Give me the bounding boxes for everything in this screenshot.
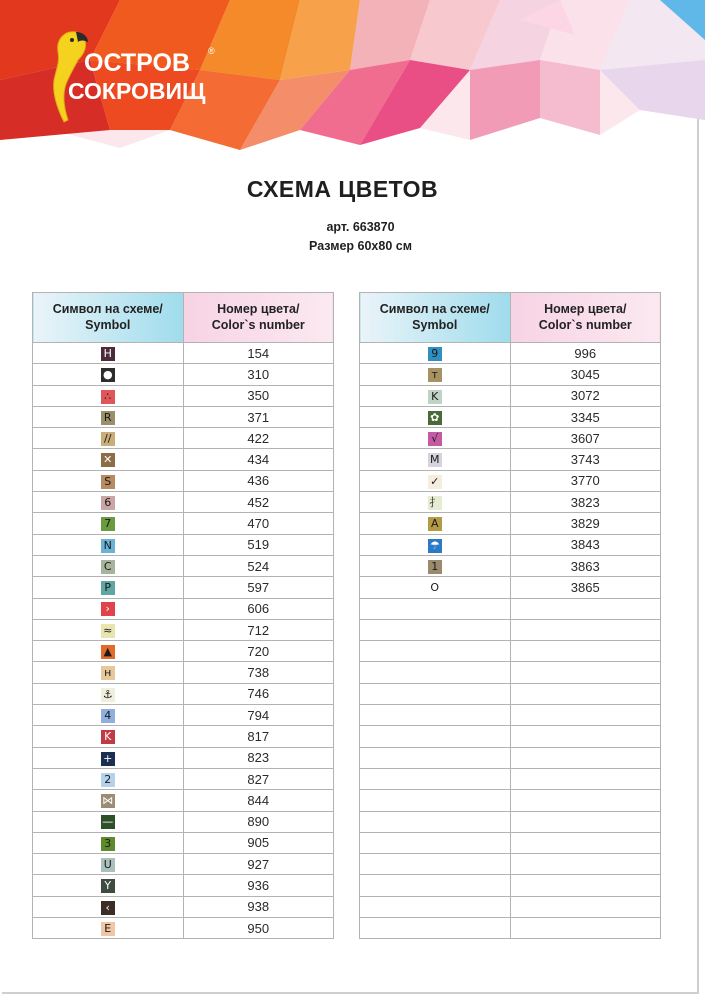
color-number-cell [510, 726, 661, 747]
table-row [360, 747, 661, 768]
table-row [360, 683, 661, 704]
color-number: 3865 [570, 579, 600, 595]
table-row [33, 598, 334, 619]
symbol-cell [360, 726, 511, 747]
color-number-cell [510, 747, 661, 768]
page-title: СХЕМА ЦВЕТОВ [246, 176, 439, 202]
color-number-cell [183, 555, 334, 576]
color-number: 950 [247, 920, 270, 936]
symbol-cell [33, 811, 184, 832]
table-row [360, 406, 661, 427]
header-number-ru: Номер цвета/ [544, 301, 627, 316]
color-number: 597 [247, 579, 270, 595]
color-number-cell [183, 470, 334, 491]
table-row [360, 832, 661, 853]
color-number-cell [510, 896, 661, 917]
symbol-cell [360, 364, 511, 385]
table-row [360, 726, 661, 747]
table-row [33, 662, 334, 683]
table-row [360, 449, 661, 470]
symbol-cell [33, 555, 184, 576]
table-row [33, 705, 334, 726]
symbol-swatch: ⺘ [429, 496, 441, 509]
header-symbol [33, 293, 184, 343]
symbol-cell [360, 534, 511, 555]
symbol-cell [360, 492, 511, 513]
color-number-cell [183, 385, 334, 406]
color-number-cell [510, 406, 661, 427]
color-number: 844 [247, 792, 270, 808]
color-number: 3823 [570, 494, 600, 510]
symbol-cell [33, 492, 184, 513]
color-number: 350 [247, 388, 270, 404]
table-row [33, 747, 334, 768]
color-number-cell [183, 747, 334, 768]
color-number-cell [183, 726, 334, 747]
color-number-cell [510, 385, 661, 406]
color-number-cell [183, 534, 334, 555]
header-number-en: Color`s number [211, 317, 305, 332]
symbol-swatch: ∴ [101, 390, 115, 404]
color-number: 3045 [570, 366, 600, 382]
color-number: 712 [247, 622, 270, 638]
symbol-cell [360, 428, 511, 449]
symbol-swatch: 4 [101, 709, 115, 723]
symbol-swatch: N [101, 539, 115, 553]
header-banner [0, 0, 705, 150]
symbol-cell [33, 854, 184, 875]
symbol-cell [33, 449, 184, 470]
symbol-swatch: K [101, 730, 115, 744]
symbol-swatch: O [430, 581, 440, 595]
table-row [33, 406, 334, 427]
symbol-cell [360, 641, 511, 662]
symbol-cell [33, 343, 184, 364]
table-row [360, 598, 661, 619]
color-number: 154 [247, 345, 270, 361]
symbol-cell [33, 662, 184, 683]
symbol-swatch: A [428, 517, 442, 531]
header-number [183, 293, 334, 343]
symbol-cell [360, 768, 511, 789]
symbol-swatch: › [101, 602, 115, 616]
header-symbol-en: Symbol [85, 317, 131, 332]
color-number: 3770 [570, 473, 600, 489]
table-row [360, 875, 661, 896]
color-table-left [32, 292, 334, 939]
color-number: 3607 [570, 430, 600, 446]
color-number: 720 [247, 643, 270, 659]
symbol-swatch: т [428, 368, 442, 382]
table-row [33, 385, 334, 406]
table-row [33, 343, 334, 364]
symbol-swatch: U [101, 858, 115, 872]
color-number: 938 [247, 899, 270, 915]
table-row [33, 513, 334, 534]
symbol-cell [33, 747, 184, 768]
article-number: арт. 663870 [326, 220, 395, 234]
symbol-cell [33, 768, 184, 789]
color-number: 738 [247, 665, 270, 681]
table-row [360, 555, 661, 576]
symbol-cell [360, 875, 511, 896]
symbol-swatch: ⚓ [101, 688, 115, 702]
table-row [360, 768, 661, 789]
symbol-cell [33, 683, 184, 704]
color-number-cell [510, 875, 661, 896]
table-row [360, 428, 661, 449]
symbol-cell [360, 619, 511, 640]
brand-logo [46, 24, 226, 134]
symbol-cell [360, 513, 511, 534]
table-row [33, 896, 334, 917]
color-number: 371 [247, 409, 270, 425]
color-number: 746 [247, 686, 270, 702]
symbol-cell [360, 811, 511, 832]
color-number-cell [510, 854, 661, 875]
color-number-cell [183, 875, 334, 896]
table-row [360, 662, 661, 683]
symbol-cell [33, 726, 184, 747]
symbol-cell [33, 875, 184, 896]
color-number: 470 [247, 516, 270, 532]
symbol-cell [33, 406, 184, 427]
symbol-swatch: ● [101, 368, 115, 382]
color-number: 936 [247, 878, 270, 894]
symbol-swatch: P [101, 581, 115, 595]
table-row [33, 449, 334, 470]
color-number: 434 [247, 452, 270, 468]
table-row [360, 513, 661, 534]
color-number: 524 [247, 558, 270, 574]
table-row [360, 641, 661, 662]
color-number: 817 [247, 728, 270, 744]
color-number-cell [510, 428, 661, 449]
table-row [33, 428, 334, 449]
color-number: 436 [247, 473, 270, 489]
table-row [360, 918, 661, 939]
symbol-cell [33, 534, 184, 555]
table-row [360, 492, 661, 513]
table-row [33, 555, 334, 576]
symbol-swatch: 3 [101, 837, 115, 851]
color-number-cell [510, 492, 661, 513]
color-number: 3072 [570, 388, 600, 404]
color-number-cell [183, 896, 334, 917]
color-number-cell [183, 768, 334, 789]
color-number-cell [510, 577, 661, 598]
color-number: 827 [247, 771, 270, 787]
color-number: 606 [247, 601, 270, 617]
symbol-cell [360, 832, 511, 853]
color-number-cell [183, 364, 334, 385]
symbol-swatch: 7 [101, 517, 115, 531]
symbol-swatch: 2 [101, 773, 115, 787]
table-row [33, 918, 334, 939]
symbol-swatch: ✕ [101, 453, 115, 467]
color-number: 3843 [570, 537, 600, 553]
color-number-cell [183, 811, 334, 832]
color-number-cell [183, 705, 334, 726]
color-number-cell [510, 513, 661, 534]
symbol-swatch: ✿ [428, 411, 442, 425]
color-number: 452 [247, 494, 270, 510]
symbol-cell [33, 619, 184, 640]
color-number-cell [183, 513, 334, 534]
color-number-cell [510, 619, 661, 640]
symbol-cell [360, 555, 511, 576]
color-number: 422 [247, 430, 270, 446]
table-row [360, 385, 661, 406]
table-row [33, 364, 334, 385]
symbol-cell [33, 896, 184, 917]
table-row [33, 641, 334, 662]
table-row [33, 470, 334, 491]
color-number-cell [183, 428, 334, 449]
symbol-cell [33, 577, 184, 598]
symbol-cell [360, 343, 511, 364]
header-number [510, 293, 661, 343]
color-number-cell [183, 683, 334, 704]
color-number: 996 [574, 345, 597, 361]
table-row [33, 854, 334, 875]
symbol-cell [33, 364, 184, 385]
color-number-cell [183, 641, 334, 662]
symbol-cell [360, 406, 511, 427]
color-number-cell [183, 918, 334, 939]
symbol-swatch: E [101, 922, 115, 936]
symbol-swatch: C [101, 560, 115, 574]
table-row [360, 619, 661, 640]
color-number: 905 [247, 835, 270, 851]
table-row [360, 811, 661, 832]
table-row [33, 619, 334, 640]
header-number-en: Color`s number [538, 317, 632, 332]
color-number-cell [510, 705, 661, 726]
symbol-swatch: — [102, 815, 114, 829]
color-number-cell [183, 619, 334, 640]
color-number-cell [183, 832, 334, 853]
symbol-swatch: ‹ [101, 901, 115, 915]
color-number-cell [183, 598, 334, 619]
table-row [33, 577, 334, 598]
symbol-swatch: ≈ [101, 624, 115, 638]
table-row [33, 875, 334, 896]
symbol-cell [33, 385, 184, 406]
symbol-cell [33, 705, 184, 726]
symbol-cell [33, 470, 184, 491]
table-row [33, 811, 334, 832]
color-number-cell [510, 470, 661, 491]
symbol-cell [360, 385, 511, 406]
table-row [360, 534, 661, 555]
symbol-swatch: ⋈ [102, 794, 114, 808]
symbol-cell [33, 513, 184, 534]
symbol-cell [33, 918, 184, 939]
symbol-swatch: S [101, 475, 115, 489]
symbol-swatch: 1 [428, 560, 442, 574]
color-number-cell [510, 832, 661, 853]
symbol-swatch: н [101, 666, 115, 680]
color-number-cell [510, 683, 661, 704]
color-number: 890 [247, 814, 270, 830]
brand-line2: СОКРОВИЩ [68, 78, 206, 104]
color-number: 3345 [570, 409, 600, 425]
symbol-swatch: 6 [101, 496, 115, 510]
symbol-swatch: ✓ [428, 475, 442, 489]
color-number-cell [510, 918, 661, 939]
table-row [360, 577, 661, 598]
color-number: 310 [247, 366, 270, 382]
table-row [33, 790, 334, 811]
table-row [360, 896, 661, 917]
symbol-swatch: // [101, 432, 115, 446]
symbol-cell [33, 641, 184, 662]
brand-registered-mark: ® [208, 46, 215, 56]
color-number-cell [510, 343, 661, 364]
symbol-swatch: Y [101, 879, 115, 893]
symbol-swatch: ☂ [428, 539, 442, 553]
symbol-cell [360, 598, 511, 619]
color-number: 823 [247, 750, 270, 766]
color-number: 927 [247, 856, 270, 872]
color-number-cell [183, 343, 334, 364]
symbol-cell [360, 577, 511, 598]
canvas-size: Размер 60x80 см [309, 239, 412, 253]
symbol-cell [360, 854, 511, 875]
header-symbol-ru: Символ на схеме/ [52, 301, 163, 316]
table-row [33, 726, 334, 747]
table-row [360, 790, 661, 811]
brand-line1: ОСТРОВ [84, 49, 190, 77]
color-number: 3863 [570, 558, 600, 574]
color-number-cell [183, 577, 334, 598]
symbol-cell [360, 790, 511, 811]
symbol-swatch: R [101, 411, 115, 425]
header-symbol-ru: Символ на схеме/ [379, 301, 490, 316]
table-row [360, 854, 661, 875]
symbol-cell [360, 449, 511, 470]
color-number-cell [510, 768, 661, 789]
table-row [33, 534, 334, 555]
color-number: 519 [247, 537, 270, 553]
symbol-cell [360, 705, 511, 726]
symbol-cell [360, 662, 511, 683]
header-symbol-en: Symbol [412, 317, 458, 332]
color-number-cell [510, 662, 661, 683]
color-number-cell [183, 854, 334, 875]
symbol-swatch: M [428, 453, 442, 467]
symbol-cell [360, 747, 511, 768]
color-number-cell [510, 534, 661, 555]
color-table-right [359, 292, 661, 939]
symbol-swatch: + [101, 752, 115, 766]
symbol-cell [33, 832, 184, 853]
color-number-cell [510, 364, 661, 385]
color-number: 3829 [570, 516, 600, 532]
table-row [33, 683, 334, 704]
color-number-cell [510, 790, 661, 811]
table-row [33, 832, 334, 853]
color-number-cell [183, 406, 334, 427]
table-row [360, 705, 661, 726]
symbol-cell [360, 918, 511, 939]
symbol-swatch: H [101, 347, 115, 361]
table-row [360, 343, 661, 364]
color-number-cell [510, 449, 661, 470]
symbol-swatch: 9 [428, 347, 442, 361]
color-number-cell [183, 662, 334, 683]
symbol-swatch: ▲ [101, 645, 115, 659]
table-row [360, 470, 661, 491]
table-row [360, 364, 661, 385]
color-number-cell [183, 492, 334, 513]
color-number-cell [510, 811, 661, 832]
header-number-ru: Номер цвета/ [217, 301, 300, 316]
table-row [33, 492, 334, 513]
table-row [33, 768, 334, 789]
color-number-cell [183, 790, 334, 811]
color-number-cell [183, 449, 334, 470]
symbol-cell [33, 428, 184, 449]
symbol-cell [360, 896, 511, 917]
color-number: 794 [247, 707, 270, 723]
color-number-cell [510, 555, 661, 576]
color-number-cell [510, 598, 661, 619]
symbol-cell [33, 598, 184, 619]
header-symbol [360, 293, 511, 343]
symbol-swatch: √ [428, 432, 442, 446]
symbol-cell [360, 470, 511, 491]
symbol-swatch: K [428, 390, 442, 404]
color-number: 3743 [570, 452, 600, 468]
symbol-cell [360, 683, 511, 704]
color-number-cell [510, 641, 661, 662]
symbol-cell [33, 790, 184, 811]
